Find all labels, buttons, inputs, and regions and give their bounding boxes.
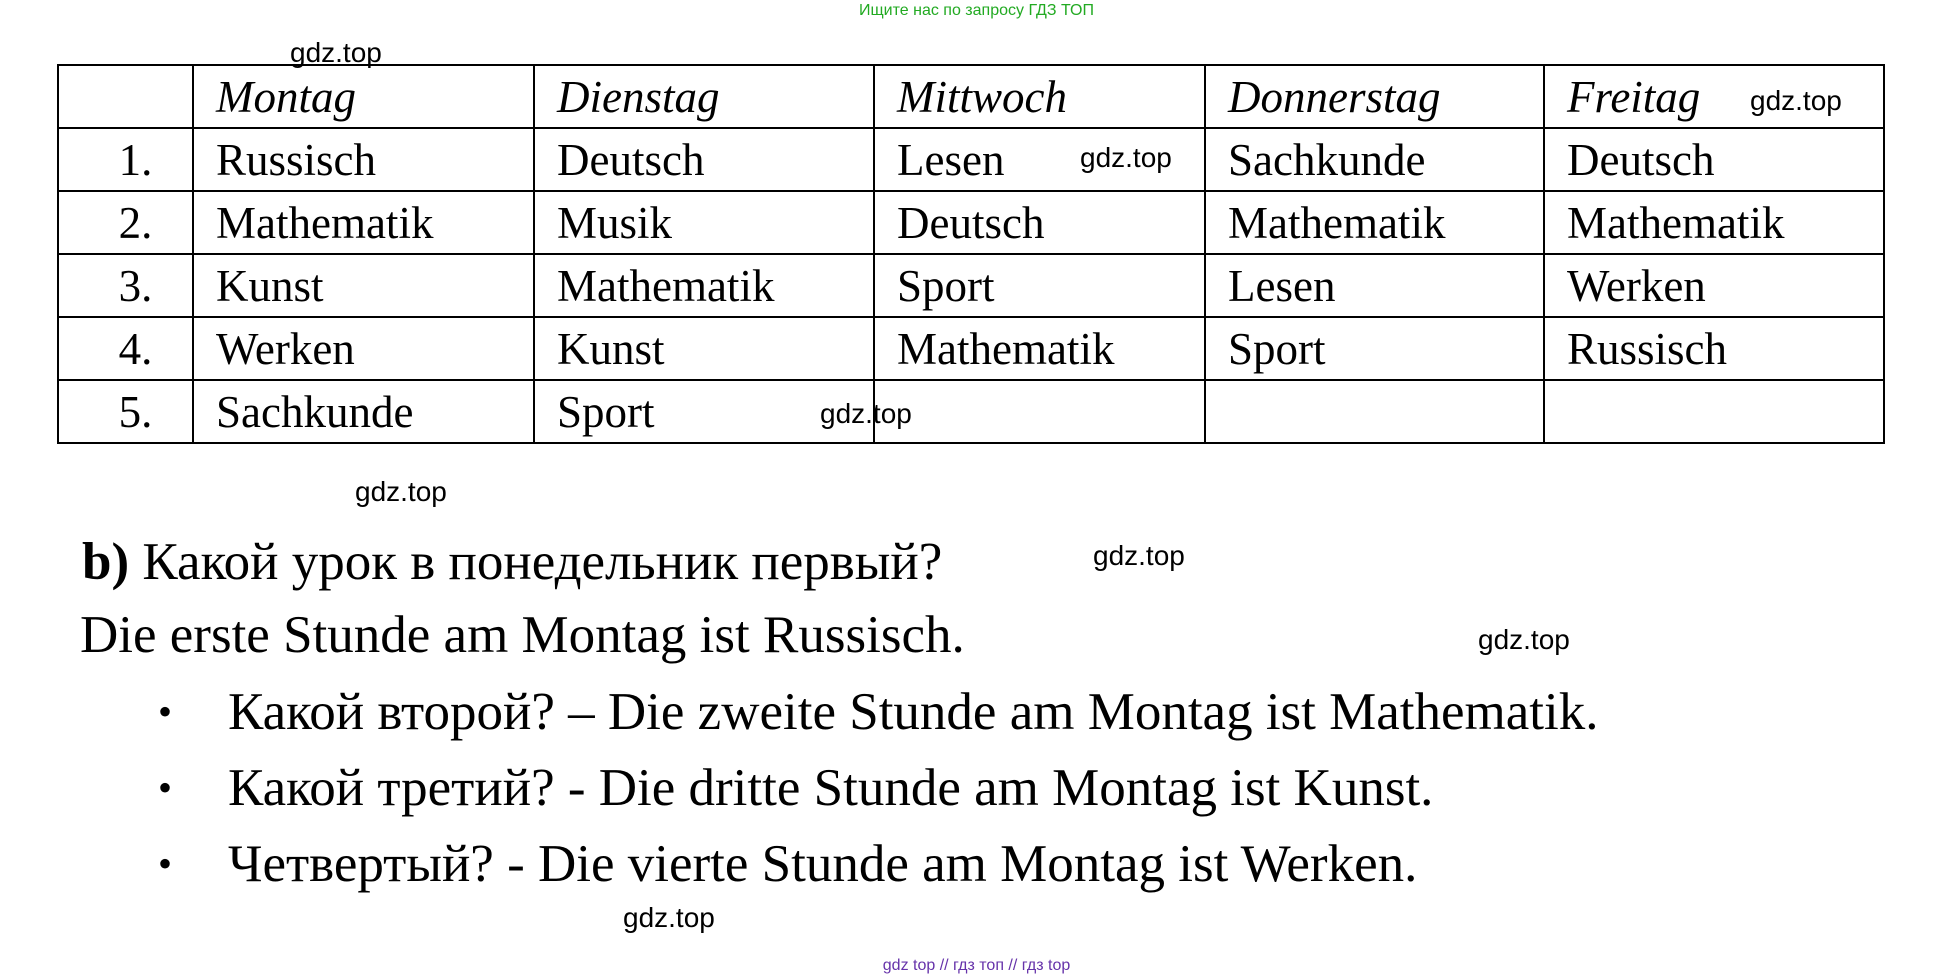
question-line xyxy=(82,532,942,592)
watermark: gdz.top xyxy=(623,902,715,933)
table-cell: Lesen xyxy=(874,128,1205,191)
schedule-header-row xyxy=(58,65,1884,128)
bullet-text: Какой второй? – Die zweite Stunde am Montag ist Mathematik. xyxy=(228,683,1599,741)
table-cell: Mathematik xyxy=(874,317,1205,380)
table-row xyxy=(58,254,1884,317)
bullet-marker: • xyxy=(158,689,173,734)
bullet-marker: • xyxy=(158,765,173,810)
watermark: gdz.top xyxy=(1750,85,1842,116)
table-cell: Deutsch xyxy=(1544,128,1884,191)
header-corner-cell xyxy=(58,65,193,128)
table-cell: Sachkunde xyxy=(1205,128,1544,191)
table-cell: Lesen xyxy=(1205,254,1544,317)
table-cell: Kunst xyxy=(193,254,534,317)
answer-line: Die erste Stunde am Montag ist Russisch. xyxy=(80,606,965,664)
table-cell: Werken xyxy=(193,317,534,380)
header-montag: Montag xyxy=(193,65,534,128)
table-cell: Sachkunde xyxy=(193,380,534,443)
table-cell: Mathematik xyxy=(1205,191,1544,254)
table-cell xyxy=(1205,380,1544,443)
table-cell: Mathematik xyxy=(534,254,874,317)
table-row xyxy=(58,128,1884,191)
table-cell xyxy=(874,380,1205,443)
table-cell: Kunst xyxy=(534,317,874,380)
watermark: gdz.top xyxy=(1080,142,1172,173)
table-cell: Sport xyxy=(1205,317,1544,380)
bullet-text: Четвертый? - Die vierte Stunde am Montag ist Werken. xyxy=(228,835,1418,893)
header-freitag: Freitag xyxy=(1544,65,1884,128)
table-cell: Deutsch xyxy=(874,191,1205,254)
watermark: gdz.top xyxy=(1478,624,1570,655)
watermark: gdz.top xyxy=(355,476,447,507)
table-cell: Werken xyxy=(1544,254,1884,317)
header-donnerstag: Donnerstag xyxy=(1205,65,1544,128)
table-cell: Russisch xyxy=(193,128,534,191)
footer-links: gdz top // гдз топ // гдз top xyxy=(882,957,1071,974)
header-dienstag: Dienstag xyxy=(534,65,874,128)
lesson-number: 1. xyxy=(58,128,193,191)
table-row xyxy=(58,317,1884,380)
watermark: gdz.top xyxy=(820,398,912,429)
table-cell: Sport xyxy=(534,380,874,443)
table-cell xyxy=(1544,380,1884,443)
table-cell: Mathematik xyxy=(193,191,534,254)
table-row xyxy=(58,380,1884,443)
search-banner: Ищите нас по запросу ГДЗ ТОП xyxy=(859,2,1094,19)
header-mittwoch: Mittwoch xyxy=(874,65,1205,128)
lesson-number: 5. xyxy=(58,380,193,443)
bullet-text: Какой третий? - Die dritte Stunde am Montag ist Kunst. xyxy=(228,759,1434,817)
question-text: Какой урок в понедельник первый? xyxy=(142,533,943,591)
school-schedule-table xyxy=(57,64,1885,444)
table-cell: Musik xyxy=(534,191,874,254)
lesson-number: 3. xyxy=(58,254,193,317)
bullet-marker: • xyxy=(158,841,173,886)
table-cell: Deutsch xyxy=(534,128,874,191)
table-cell: Russisch xyxy=(1544,317,1884,380)
lesson-number: 4. xyxy=(58,317,193,380)
table-cell: Sport xyxy=(874,254,1205,317)
table-cell: Mathematik xyxy=(1544,191,1884,254)
lesson-number: 2. xyxy=(58,191,193,254)
table-row xyxy=(58,191,1884,254)
watermark: gdz.top xyxy=(1093,540,1185,571)
part-label: b) xyxy=(82,533,130,591)
watermark: gdz.top xyxy=(290,37,382,68)
